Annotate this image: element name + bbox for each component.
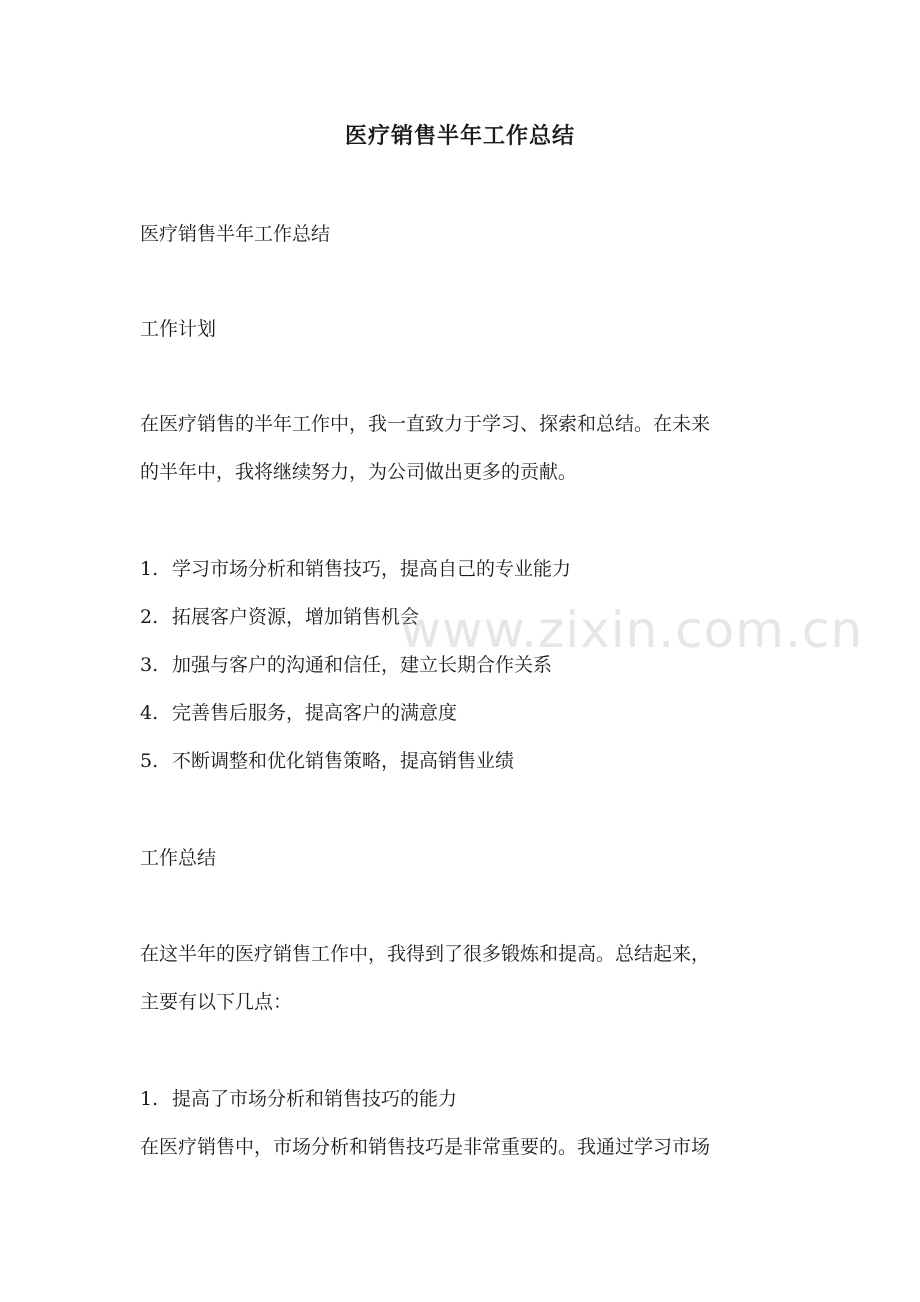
list-item-number: 2. [140,606,159,628]
watermark: www.zixin.com.cn [400,601,864,659]
list-item-text: 拓展客户资源，增加销售机会 [172,606,420,628]
list-item-number: 1. [140,558,159,580]
summary-list-item [140,1084,790,1114]
list-item-text: 学习市场分析和销售技巧，提高自己的专业能力 [172,558,572,580]
section-heading-plan: 工作计划 [140,318,217,340]
summary-intro-line-2: 主要有以下几点： [140,991,293,1013]
document-title: 医疗销售半年工作总结 [344,123,575,149]
list-item-text: 不断调整和优化销售策略，提高销售业绩 [172,750,515,772]
plan-list-item [140,746,790,776]
plan-intro-line-1: 在医疗销售的半年工作中，我一直致力于学习、探索和总结。在未来 [140,413,711,435]
plan-list-item [140,698,790,728]
list-item-number: 5. [140,750,159,772]
section-heading-summary: 工作总结 [140,847,217,869]
document-subtitle: 医疗销售半年工作总结 [140,223,331,245]
summary-item-body-line-1: 在医疗销售中，市场分析和销售技巧是非常重要的。我通过学习市场 [140,1136,711,1158]
plan-list-item [140,554,790,584]
list-item-number: 1. [140,1088,159,1110]
list-item-number: 4. [140,702,159,724]
list-item-text: 完善售后服务，提高客户的满意度 [172,702,458,724]
plan-intro-line-2: 的半年中，我将继续努力，为公司做出更多的贡献。 [140,461,578,483]
list-item-text: 提高了市场分析和销售技巧的能力 [172,1088,458,1110]
list-item-text: 加强与客户的沟通和信任，建立长期合作关系 [172,654,553,676]
summary-intro-line-1: 在这半年的医疗销售工作中，我得到了很多锻炼和提高。总结起来， [140,943,711,965]
list-item-number: 3. [140,654,159,676]
